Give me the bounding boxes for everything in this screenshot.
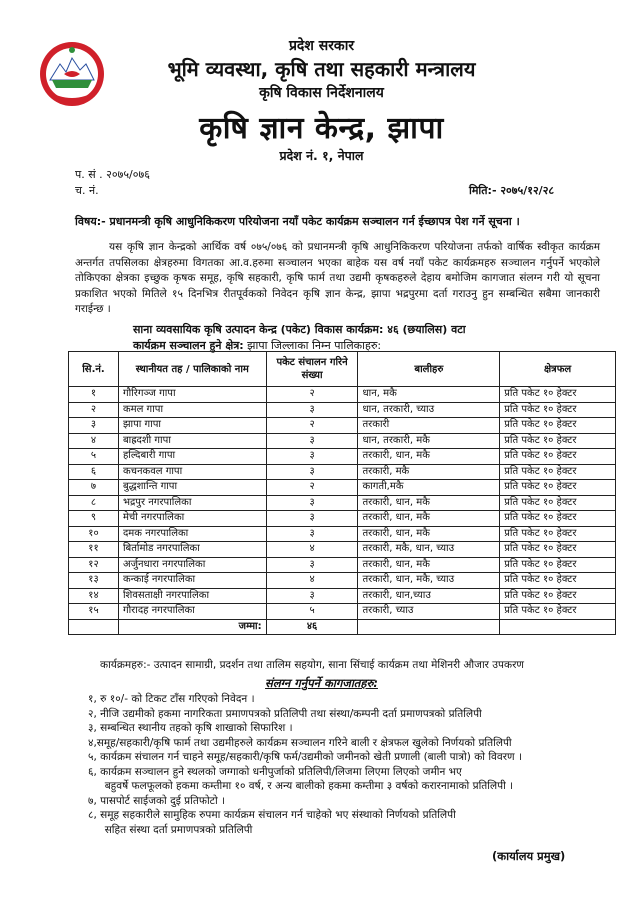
cell-pocket-count: ४ — [266, 542, 358, 558]
cell-municipality: कचनकवल गापा — [118, 464, 266, 480]
cell-area: प्रति पकेट १० हेक्टर — [500, 511, 616, 527]
cell-serial: ५ — [69, 449, 119, 465]
notice-body: यस कृषि ज्ञान केन्द्रको आर्थिक वर्ष ०७५/०७६ को प्रधानमन्त्री कृषि आधुनिकिकरण परियोजना तर्फको वार्षिक स्वीकृत कार्यक्रम अन्तर्गत तपसिलका क्षेत्रहरुमा विगतका आ.व.हरुमा सञ्चालन भएका बाहेक यस वर्ष नयाँ पकेट कार्यक्रमहरु सञ्चालन गर्नुपर्ने भएकोले तोकिएका क्षेत्रका इच्छुक कृषक समूह, कृषि सहकारी, कृषि फार्म तथा उद्यमी कृषकहरुले देहाय बमोजिम कागजात संलग्न गरी यो सूचना प्रकाशित भएको मितिले १५ दिनभित्र रीतपूर्वकको निवेदन कृषि ज्ञान केन्द्र, झापा भद्रपुरमा दर्ता गराउनु हुन सम्बन्धित सबैमा जानकारी गराईन्छ । — [75, 241, 600, 315]
document-item: १, रु १०/- को टिकट टाँस गरिएको निवेदन । — [88, 693, 255, 705]
subject-line: विषय:- प्रधानमन्त्री कृषि आधुनिकिकरण परियोजना नयाँ पकेट कार्यक्रम सञ्चालन गर्न ईच्छापत्र पेश गर्ने सूचना । — [75, 215, 520, 228]
table-row — [69, 526, 616, 542]
office-title: कृषि ज्ञान केन्द्र, झापा — [199, 111, 444, 146]
table-row — [69, 480, 616, 496]
total-spacer — [358, 619, 500, 635]
cell-pocket-count: ३ — [266, 402, 358, 418]
cell-crops: तरकारी, च्याउ — [358, 604, 500, 620]
cell-area: प्रति पकेट १० हेक्टर — [500, 480, 616, 496]
notice-date: मिति:- २०७५/१२/२८ — [469, 184, 555, 197]
cell-area: प्रति पकेट १० हेक्टर — [500, 433, 616, 449]
cell-municipality: बिर्तामोड नगरपालिका — [118, 542, 266, 558]
cell-crops: तरकारी — [358, 418, 500, 434]
cell-serial: १२ — [69, 557, 119, 573]
cell-crops: धान, तरकारी, च्याउ — [358, 402, 500, 418]
document-item: ३, सम्बन्धित स्थानीय तहको कृषि शाखाको सिफारिश । — [88, 722, 293, 734]
cell-pocket-count: २ — [266, 418, 358, 434]
cell-municipality: हल्दिबारी गापा — [118, 449, 266, 465]
document-item: सहित संस्था दर्ता प्रमाणपत्रको प्रतिलिपी — [88, 823, 253, 836]
cell-serial: ४ — [69, 433, 119, 449]
cell-crops: तरकारी, धान, मकै — [358, 495, 500, 511]
activities-line: कार्यक्रमहरु:- उत्पादन सामाग्री, प्रदर्शन तथा तालिम सहयोग, साना सिंचाई कार्यक्रम तथा मेशिनरी औजार उपकरण — [100, 659, 524, 671]
cell-pocket-count: ३ — [266, 449, 358, 465]
program-area-value: झापा जिल्लाका निम्न पालिकाहरु: — [243, 339, 382, 352]
cell-area: प्रति पकेट १० हेक्टर — [500, 402, 616, 418]
cell-pocket-count: ३ — [266, 526, 358, 542]
total-value: ४६ — [266, 619, 358, 635]
province-heading: प्रदेश नं. १, नेपाल — [279, 148, 364, 163]
documents-list — [88, 692, 628, 837]
cell-crops: तरकारी, धान, मकै — [358, 526, 500, 542]
cell-serial: १४ — [69, 588, 119, 604]
cell-area: प्रति पकेट १० हेक्टर — [500, 542, 616, 558]
cell-area: प्रति पकेट १० हेक्टर — [500, 604, 616, 620]
cell-crops: तरकारी, धान, मकै, च्याउ — [358, 573, 500, 589]
cell-crops: तरकारी, धान, मकै — [358, 557, 500, 573]
cell-municipality: झापा गापा — [118, 418, 266, 434]
cell-municipality: शिवसताक्षी नगरपालिका — [118, 588, 266, 604]
cell-crops: तरकारी, धान, मकै — [358, 449, 500, 465]
cell-municipality: बुद्धशान्ति गापा — [118, 480, 266, 496]
cell-serial: १५ — [69, 604, 119, 620]
document-item: ८, समूह सहकारीले सामुहिक रुपमा कार्यक्रम संचालन गर्न चाहेको भए संस्थाको निर्णयको प्रतिलिपी — [88, 809, 456, 821]
directorate-heading: कृषि विकास निर्देशनालय — [259, 85, 384, 101]
total-row — [69, 619, 616, 635]
government-heading: प्रदेश सरकार — [288, 38, 355, 54]
cell-pocket-count: ३ — [266, 557, 358, 573]
table-header-row — [69, 352, 616, 387]
cell-crops: धान, तरकारी, मकै — [358, 433, 500, 449]
total-spacer — [500, 619, 616, 635]
document-item: ४,समूह/सहकारी/कृषि फार्म तथा उद्यमीहरुले कार्यक्रम सञ्चालन गरिने बाली र क्षेत्रफल खुलेको निर्णयको प्रतिलिपी — [88, 736, 512, 749]
signature: (कार्यालय प्रमुख) — [492, 849, 566, 863]
cell-serial: ९ — [69, 511, 119, 527]
cell-crops: कागती,मकै — [358, 480, 500, 496]
table-row — [69, 495, 616, 511]
pocket-table — [68, 351, 616, 635]
table-row — [69, 573, 616, 589]
col-area: क्षेत्रफल — [500, 352, 616, 387]
table-row — [69, 418, 616, 434]
col-serial: सि.नं. — [69, 352, 119, 387]
cell-area: प्रति पकेट १० हेक्टर — [500, 557, 616, 573]
table-row — [69, 604, 616, 620]
cell-area: प्रति पकेट १० हेक्टर — [500, 464, 616, 480]
cell-municipality: गौरिगञ्ज गापा — [118, 387, 266, 403]
cell-pocket-count: ४ — [266, 573, 358, 589]
cell-pocket-count: ३ — [266, 433, 358, 449]
cell-area: प्रति पकेट १० हेक्टर — [500, 449, 616, 465]
cell-serial: ७ — [69, 480, 119, 496]
cell-serial: १३ — [69, 573, 119, 589]
cell-pocket-count: २ — [266, 387, 358, 403]
cell-pocket-count: ३ — [266, 588, 358, 604]
table-row — [69, 588, 616, 604]
table-row — [69, 542, 616, 558]
col-crops: बालीहरु — [358, 352, 500, 387]
cell-crops: तरकारी, मकै — [358, 464, 500, 480]
cell-municipality: कन्काई नगरपालिका — [118, 573, 266, 589]
col-pocket-count: पकेट संचालन गरिने संख्या — [266, 352, 358, 387]
reference-number: प. सं . २०७५/०७६ — [75, 168, 150, 181]
document-item: ७, पासपोर्ट साईजको दुई प्रतिफोटो । — [88, 794, 226, 807]
cell-municipality: भद्रपुर नगरपालिका — [118, 495, 266, 511]
total-spacer — [69, 619, 119, 635]
ministry-heading: भूमि व्यवस्था, कृषि तथा सहकारी मन्त्रालय — [167, 57, 476, 81]
cell-area: प्रति पकेट १० हेक्टर — [500, 588, 616, 604]
table-row — [69, 402, 616, 418]
cell-area: प्रति पकेट १० हेक्टर — [500, 495, 616, 511]
cell-serial: १० — [69, 526, 119, 542]
cell-pocket-count: ३ — [266, 464, 358, 480]
cell-area: प्रति पकेट १० हेक्टर — [500, 573, 616, 589]
cell-crops: तरकारी, मकै, धान, च्याउ — [358, 542, 500, 558]
cell-serial: ११ — [69, 542, 119, 558]
document-item: २, नीजि उद्यमीको हकमा नागरिकता प्रमाणपत्रको प्रतिलिपी तथा संस्था/कम्पनी दर्ता प्रमाणपत्रको प्रतिलिपी — [88, 707, 482, 720]
cell-pocket-count: २ — [266, 480, 358, 496]
cell-municipality: दमक नगरपालिका — [118, 526, 266, 542]
dispatch-number: च. नं. — [75, 184, 99, 197]
col-municipality: स्थानीयत तह / पालिकाको नाम — [118, 352, 266, 387]
document-item: ६, कार्यक्रम सञ्चालन हुने स्थलको जग्गाको धनीपुर्जाको प्रतिलिपी/लिजमा लिएमा लिएको जमीन भए — [88, 765, 462, 778]
cell-area: प्रति पकेट १० हेक्टर — [500, 526, 616, 542]
cell-municipality: बाह्रदशी गापा — [118, 433, 266, 449]
table-row — [69, 387, 616, 403]
cell-crops: तरकारी, धान, मकै — [358, 511, 500, 527]
cell-crops: तरकारी, धान,च्याउ — [358, 588, 500, 604]
document-item: ५, कार्यक्रम संचालन गर्न चाहने समूह/सहकारी/कृषि फर्म/उद्यमीको जमीनको खेती प्रणाली (बाली पात्रो) को विवरण । — [88, 751, 522, 763]
cell-serial: ६ — [69, 464, 119, 480]
cell-pocket-count: ५ — [266, 604, 358, 620]
total-label: जम्मा: — [118, 619, 266, 635]
cell-serial: ८ — [69, 495, 119, 511]
table-row — [69, 464, 616, 480]
document-item: बहुवर्षे फलफूलको हकमा कम्तीमा १० वर्ष, र अन्य बालीको हकमा कम्तीमा ३ वर्षको करारनामाको प्रतिलिपी । — [88, 780, 514, 792]
table-row — [69, 511, 616, 527]
table-body — [69, 387, 616, 635]
cell-serial: १ — [69, 387, 119, 403]
program-area-label: कार्यक्रम सञ्चालन हुने क्षेत्र: — [133, 339, 244, 352]
cell-serial: ३ — [69, 418, 119, 434]
cell-municipality: कमल गापा — [118, 402, 266, 418]
cell-municipality: गौरादह नगरपालिका — [118, 604, 266, 620]
table-row — [69, 557, 616, 573]
documents-title: संलग्न गर्नुपर्ने कागजातहरु: — [265, 676, 378, 690]
cell-area: प्रति पकेट १० हेक्टर — [500, 418, 616, 434]
cell-municipality: अर्जुनधारा नगरपालिका — [118, 557, 266, 573]
table-row — [69, 433, 616, 449]
program-title: साना व्यवसायिक कृषि उत्पादन केन्द्र (पकेट) विकास कार्यक्रम: ४६ (छयालिस) वटा — [133, 323, 466, 336]
cell-pocket-count: ३ — [266, 495, 358, 511]
cell-crops: धान, मकै — [358, 387, 500, 403]
table-row — [69, 449, 616, 465]
cell-serial: २ — [69, 402, 119, 418]
cell-area: प्रति पकेट १० हेक्टर — [500, 387, 616, 403]
cell-pocket-count: ३ — [266, 511, 358, 527]
cell-municipality: मेची नगरपालिका — [118, 511, 266, 527]
